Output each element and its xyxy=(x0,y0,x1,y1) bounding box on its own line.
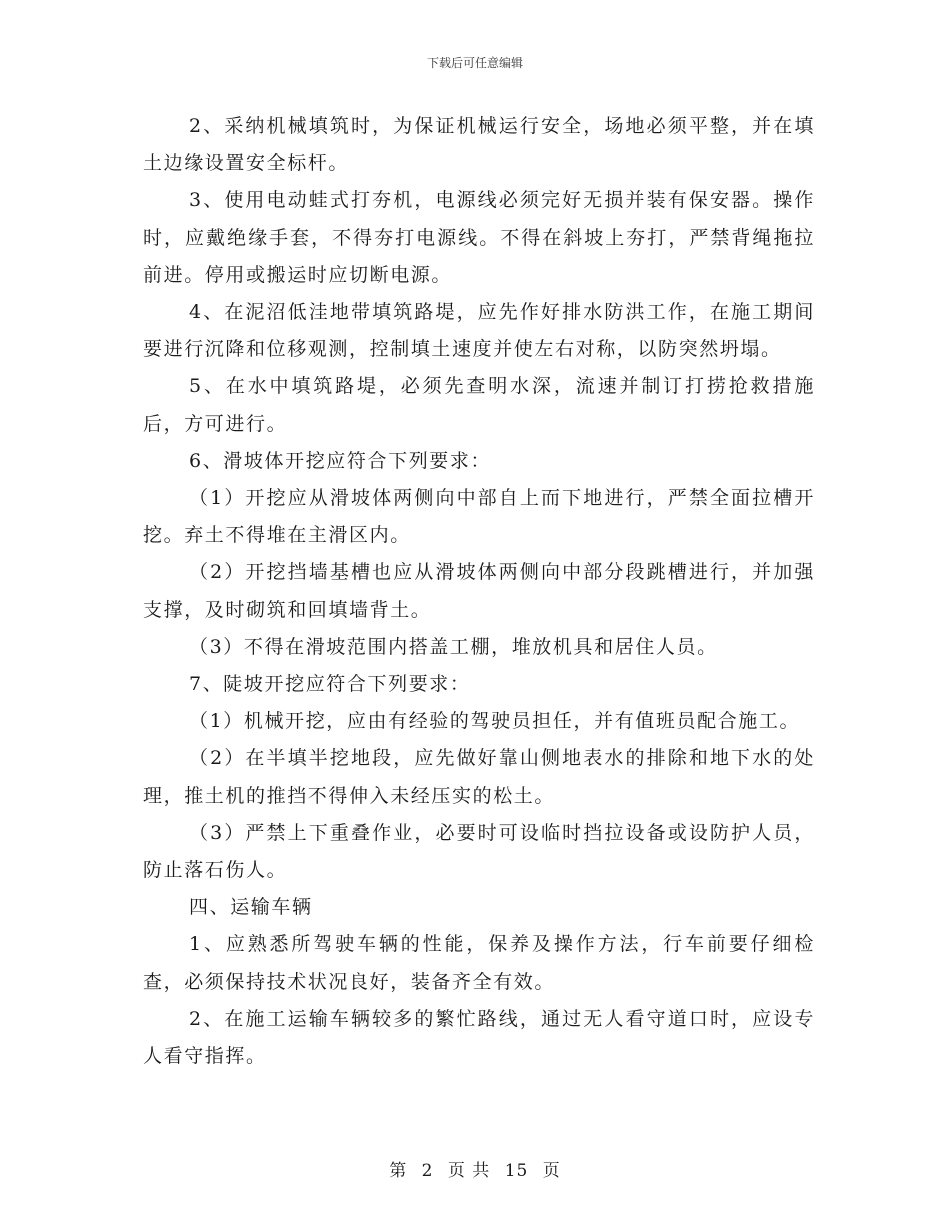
paragraph-item: （2）开挖挡墙基槽也应从滑坡体两侧向中部分段跳槽进行，并加强支撑，及时砌筑和回填墙背土。 xyxy=(143,561,815,621)
footer-page-number: 2 xyxy=(421,1161,434,1181)
paragraph-item: （3）严禁上下重叠作业，必要时可设临时挡拉设备或设防护人员，防止落石伤人。 xyxy=(143,821,815,882)
paragraph-item: 1、应熟悉所驾驶车辆的性能，保养及操作方法，行车前要仔细检查，必须保持技术状况良好，装备齐全有效。 xyxy=(143,933,815,993)
document-body xyxy=(143,108,815,1075)
page-header-note: 下载后可任意编辑 xyxy=(426,56,523,70)
paragraph-item: （1）开挖应从滑坡体两侧向中部自上而下地进行，严禁全面拉槽开挖。弃土不得堆在主滑区内。 xyxy=(143,487,815,547)
footer-prefix: 第 xyxy=(389,1161,408,1181)
page-footer xyxy=(0,1156,950,1181)
paragraph-item: （3）不得在滑坡范围内搭盖工棚，堆放机具和居住人员。 xyxy=(189,635,718,658)
footer-suffix: 页 xyxy=(542,1161,561,1181)
paragraph-item: （2）在半填半挖地段，应先做好靠山侧地表水的排除和地下水的处理，推土机的推挡不得伸入未经压实的松土。 xyxy=(143,747,815,807)
footer-mid: 页 共 xyxy=(447,1161,491,1181)
paragraph-item: 4、在泥沼低洼地带填筑路堤，应先作好排水防洪工作，在施工期间要进行沉降和位移观测，控制填土速度并使左右对称，以防突然坍塌。 xyxy=(143,301,815,361)
paragraph-item: 2、在施工运输车辆较多的繁忙路线，通过无人看守道口时，应设专人看守指挥。 xyxy=(143,1007,815,1068)
paragraph-item: （1）机械开挖，应由有经验的驾驶员担任，并有值班员配合施工。 xyxy=(189,710,801,733)
section-heading: 四、运输车辆 xyxy=(189,896,313,919)
paragraph-item: 7、陡坡开挖应符合下列要求： xyxy=(189,673,471,696)
footer-total-pages: 15 xyxy=(504,1161,529,1181)
paragraph-item: 6、滑坡体开挖应符合下列要求： xyxy=(189,449,492,472)
paragraph-item: 2、采纳机械填筑时，为保证机械运行安全，场地必须平整，并在填土边缘设置安全标杆。 xyxy=(143,115,815,175)
paragraph-item: 3、使用电动蛙式打夯机，电源线必须完好无损并装有保安器。操作时，应戴绝缘手套，不得夯打电源线。不得在斜坡上夯打，严禁背绳拖拉前进。停用或搬运时应切断电源。 xyxy=(143,189,815,286)
paragraph-item: 5、在水中填筑路堤，必须先查明水深，流速并制订打捞抢救措施后，方可进行。 xyxy=(143,375,815,435)
